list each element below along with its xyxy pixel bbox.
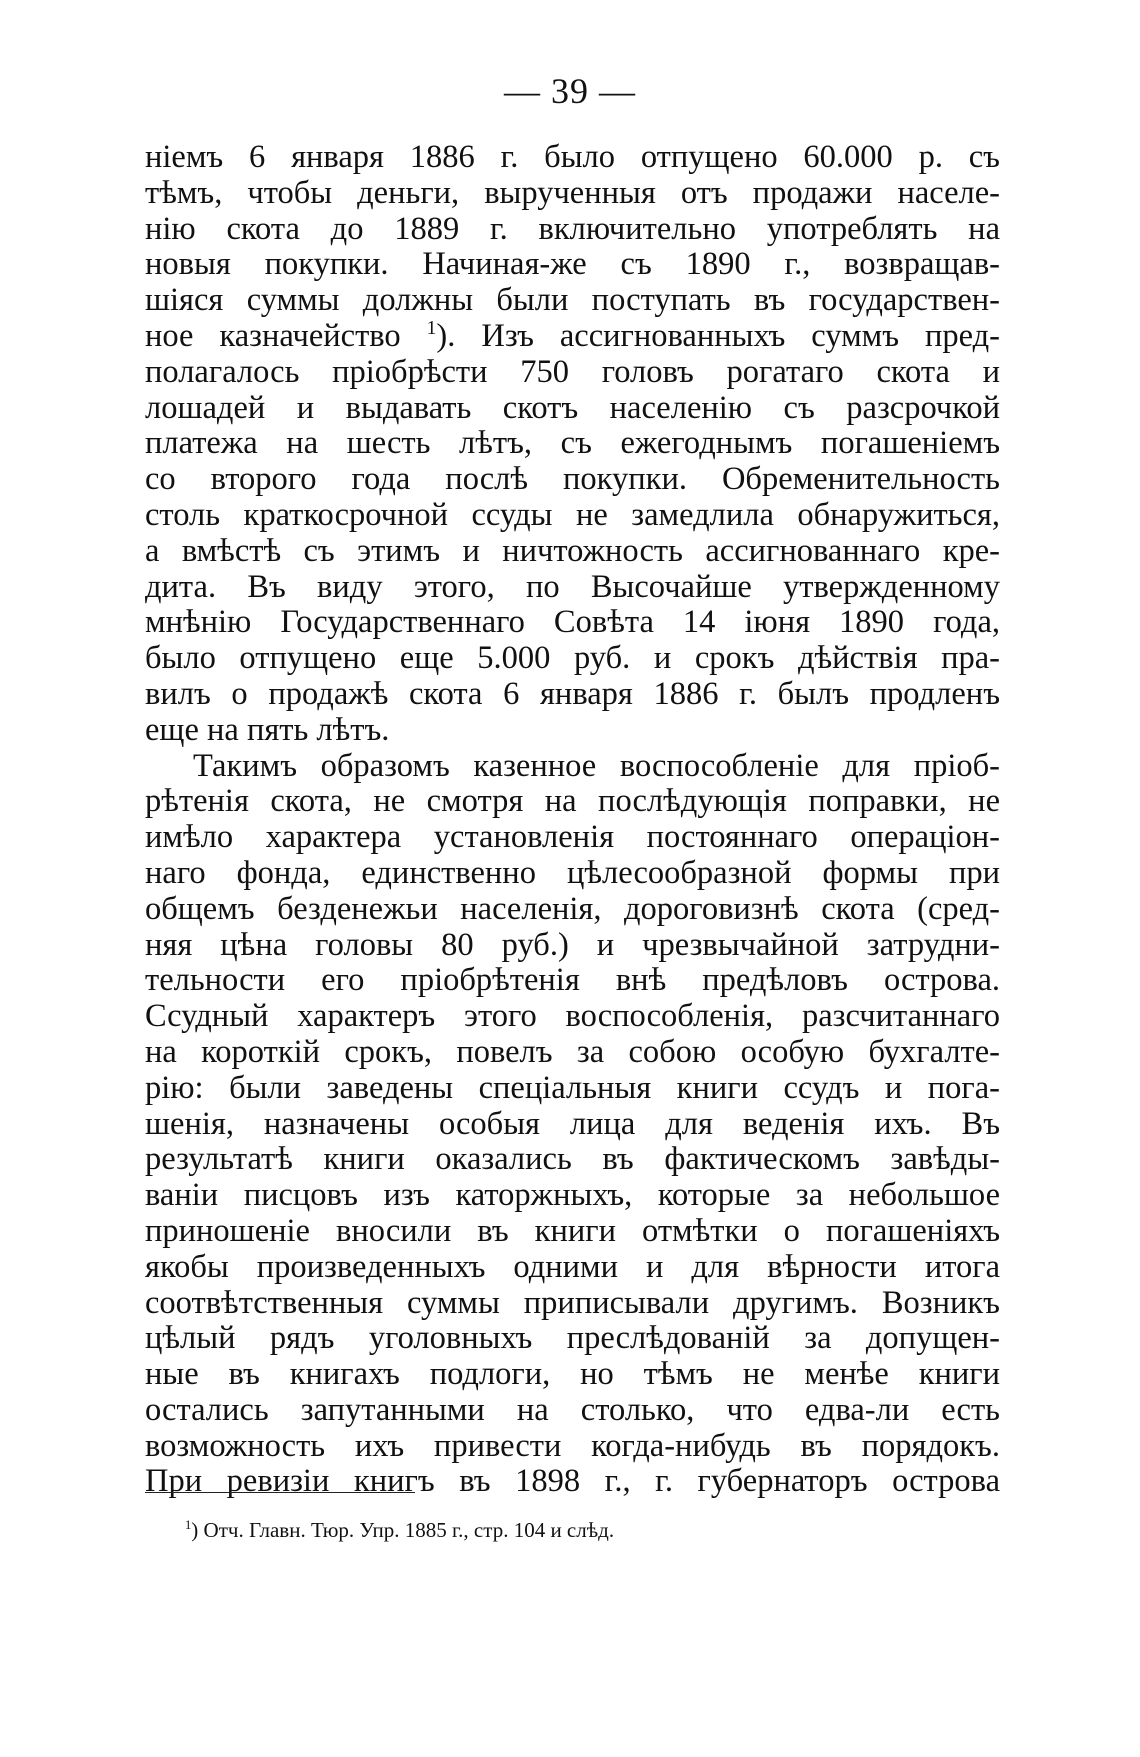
text-line: еще на пять лѣтъ. [145, 711, 390, 748]
text-line: общемъ безденежьи населенія, дороговизнѣ скота (сред- [145, 890, 1000, 927]
text-line: дита. Въ виду этого, по Высочайше утвержденному [145, 568, 1000, 605]
text-line: ніемъ 6 января 1886 г. было отпущено 60.000 р. съ [145, 139, 1000, 175]
text-line: имѣло характера установленія постояннаго операціон- [145, 819, 1000, 856]
text-line: тельности его пріобрѣтенія внѣ предѣловъ острова. [145, 962, 1000, 999]
footnote-marker: 1 [185, 1518, 192, 1532]
text-line: якобы произведенныхъ одними и для вѣрности итога [145, 1248, 1000, 1285]
text-line: цѣлый рядъ уголовныхъ преслѣдованій за допущен- [145, 1320, 1000, 1357]
text-line: на короткій срокъ, повелъ за собою особую бухгалте- [145, 1033, 1000, 1070]
text-line: шіяся суммы должны были поступать въ государствен- [145, 282, 1000, 319]
page-number: — 39 — [504, 71, 636, 111]
text-line: результатѣ книги оказались въ фактическомъ завѣды- [145, 1141, 1000, 1178]
text-line: платежа на шесть лѣтъ, съ ежегоднымъ погашеніемъ [145, 425, 1000, 462]
text-line: рію: были заведены спеціальныя книги ссудъ и пога- [145, 1069, 1000, 1106]
text-line: Ссудный характеръ этого воспособленія, разсчитаннаго [145, 998, 1000, 1035]
body-text [145, 140, 1000, 1500]
text-line: столь краткосрочной ссуды не замедлила обнаружиться, [145, 496, 1000, 533]
text-line: было отпущено еще 5.000 руб. и срокъ дѣйствія пра- [145, 640, 1000, 677]
text-line: лошадей и выдавать скотъ населенію съ разсрочкой [145, 389, 1000, 426]
text-fragment: ). Изъ ассигнованныхъ суммъ пред- [436, 317, 1000, 354]
text-line: мнѣнію Государственнаго Совѣта 14 іюня 1890 года, [145, 604, 1000, 641]
text-line: При ревизіи книгъ въ 1898 г., г. губернаторъ острова [145, 1463, 1000, 1500]
text-line: соотвѣтственныя суммы приписывали другимъ. Возникъ [145, 1284, 1000, 1321]
footnote [185, 1517, 614, 1543]
text-line: со второго года послѣ покупки. Обременительность [145, 461, 1000, 498]
footnote-reference[interactable]: 1 [426, 318, 437, 340]
text-line: наго фонда, единственно цѣлесообразной формы при [145, 854, 1000, 891]
text-line: ваніи писцовъ изъ каторжныхъ, которые за небольшое [145, 1177, 1000, 1214]
text-line: тѣмъ, чтобы деньги, вырученныя отъ продажи населе- [145, 174, 1000, 211]
text-line: шенія, назначены особыя лица для веденія ихъ. Въ [145, 1105, 1000, 1142]
text-fragment: ное казначейство [145, 317, 401, 354]
text-line: полагалось пріобрѣсти 750 головъ рогатаго скота и [145, 353, 1000, 390]
text-line: вилъ о продажѣ скота 6 января 1886 г. былъ продленъ [145, 675, 1000, 712]
footnote-divider [145, 1492, 415, 1493]
text-line: ные въ книгахъ подлоги, но тѣмъ не менѣе книги [145, 1356, 1000, 1393]
footnote-text: ) Отч. Главн. Тюр. Упр. 1885 г., стр. 104 и слѣд. [191, 1518, 615, 1542]
text-line-with-footnote-ref [145, 319, 1000, 355]
text-line: новыя покупки. Начиная-же съ 1890 г., возвращав- [145, 246, 1000, 283]
text-line: остались запутанными на столько, что едва-ли есть [145, 1391, 1000, 1428]
text-line: няя цѣна головы 80 руб.) и чрезвычайной затрудни- [145, 926, 1000, 963]
text-line: приношеніе вносили въ книги отмѣтки о погашеніяхъ [145, 1212, 1000, 1249]
text-line: Такимъ образомъ казенное воспособленіе для пріоб- [193, 747, 1000, 784]
text-line: возможность ихъ привести когда-нибудь въ порядокъ. [145, 1427, 1000, 1464]
text-line: нію скота до 1889 г. включительно употреблять на [145, 210, 1000, 247]
text-line: рѣтенія скота, не смотря на послѣдующія поправки, не [145, 783, 1000, 820]
text-line: а вмѣстѣ съ этимъ и ничтожность ассигнованнаго кре- [145, 532, 1000, 569]
